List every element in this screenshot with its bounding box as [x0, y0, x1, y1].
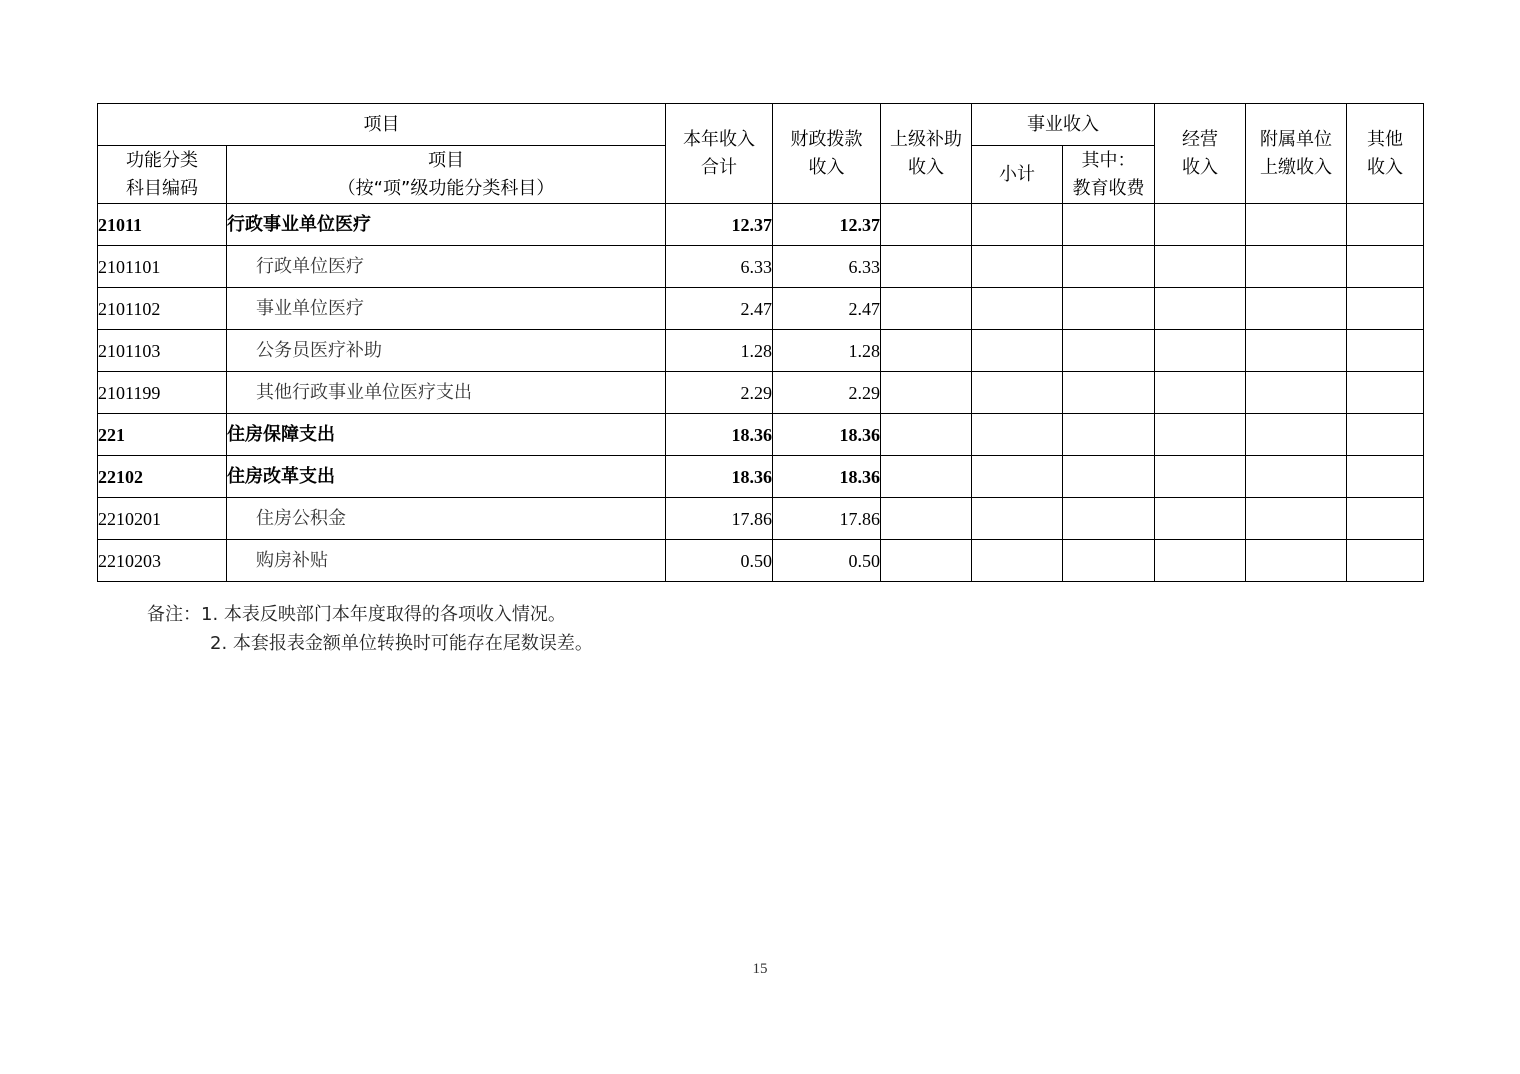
career-subtotal-cell	[972, 246, 1063, 288]
total-income-cell: 18.36	[666, 456, 773, 498]
affiliated-income-header	[1246, 104, 1347, 204]
fiscal-income-header	[773, 104, 881, 204]
operating-income-header	[1155, 104, 1246, 204]
item-name-cell: 行政单位医疗	[227, 246, 666, 288]
function-code-cell: 2210203	[98, 540, 227, 582]
other-income-header-line1: 其他	[1367, 128, 1403, 150]
fiscal-income-cell: 0.50	[773, 540, 881, 582]
affiliated-income-cell	[1246, 204, 1347, 246]
total-income-cell: 12.37	[666, 204, 773, 246]
table-row	[98, 204, 1424, 246]
affiliated-income-header-line1: 附属单位	[1260, 128, 1332, 150]
total-income-cell: 6.33	[666, 246, 773, 288]
item-name-cell: 住房改革支出	[227, 456, 666, 498]
header-row-1	[98, 104, 1424, 146]
function-code-cell: 22102	[98, 456, 227, 498]
superior-subsidy-cell	[881, 456, 972, 498]
table-row	[98, 330, 1424, 372]
career-education-fee-cell	[1063, 330, 1155, 372]
fiscal-income-cell: 2.29	[773, 372, 881, 414]
superior-subsidy-cell	[881, 246, 972, 288]
fiscal-income-header-line1: 财政拨款	[790, 128, 863, 150]
item-name-cell: 住房公积金	[227, 498, 666, 540]
career-income-group-header: 事业收入	[972, 104, 1155, 146]
career-education-fee-cell	[1063, 288, 1155, 330]
total-income-cell: 1.28	[666, 330, 773, 372]
affiliated-income-cell	[1246, 456, 1347, 498]
function-code-cell: 221	[98, 414, 227, 456]
function-code-cell: 2210201	[98, 498, 227, 540]
function-code-cell: 2101101	[98, 246, 227, 288]
operating-income-header-line2: 收入	[1182, 156, 1218, 178]
function-code-header-line2: 科目编码	[126, 177, 198, 199]
superior-subsidy-cell	[881, 372, 972, 414]
career-subtotal-cell	[972, 540, 1063, 582]
affiliated-income-cell	[1246, 288, 1347, 330]
fiscal-income-cell: 6.33	[773, 246, 881, 288]
career-education-fee-header	[1063, 146, 1155, 204]
project-group-header: 项目	[98, 104, 666, 146]
career-subtotal-cell	[972, 288, 1063, 330]
other-income-cell	[1347, 330, 1424, 372]
affiliated-income-cell	[1246, 498, 1347, 540]
table-row	[98, 456, 1424, 498]
item-name-header-line2: （按“项”级功能分类科目）	[337, 177, 555, 199]
other-income-cell	[1347, 246, 1424, 288]
table-row	[98, 246, 1424, 288]
other-income-cell	[1347, 456, 1424, 498]
other-income-header-line2: 收入	[1367, 156, 1403, 178]
table-row	[98, 540, 1424, 582]
total-income-header-line2: 合计	[701, 156, 737, 178]
career-education-fee-cell	[1063, 204, 1155, 246]
other-income-cell	[1347, 204, 1424, 246]
affiliated-income-header-line2: 上缴收入	[1260, 156, 1332, 178]
career-subtotal-cell	[972, 456, 1063, 498]
total-income-cell: 2.29	[666, 372, 773, 414]
total-income-header-line1: 本年收入	[683, 128, 755, 150]
fiscal-income-cell: 18.36	[773, 456, 881, 498]
other-income-header	[1347, 104, 1424, 204]
affiliated-income-cell	[1246, 372, 1347, 414]
item-name-header-line1: 项目	[428, 149, 464, 171]
other-income-cell	[1347, 498, 1424, 540]
table-row	[98, 288, 1424, 330]
career-education-fee-header-line2: 教育收费	[1072, 177, 1145, 199]
superior-subsidy-header-line2: 收入	[908, 156, 944, 178]
career-education-fee-cell	[1063, 498, 1155, 540]
total-income-header	[666, 104, 773, 204]
affiliated-income-cell	[1246, 414, 1347, 456]
item-name-cell: 购房补贴	[227, 540, 666, 582]
table-body	[98, 204, 1424, 582]
career-subtotal-cell	[972, 372, 1063, 414]
fiscal-income-cell: 17.86	[773, 498, 881, 540]
affiliated-income-cell	[1246, 540, 1347, 582]
superior-subsidy-cell	[881, 498, 972, 540]
fiscal-income-cell: 2.47	[773, 288, 881, 330]
fiscal-income-cell: 1.28	[773, 330, 881, 372]
fiscal-income-header-line2: 收入	[808, 156, 845, 178]
function-code-cell: 2101103	[98, 330, 227, 372]
total-income-cell: 2.47	[666, 288, 773, 330]
career-education-fee-cell	[1063, 414, 1155, 456]
item-name-cell: 住房保障支出	[227, 414, 666, 456]
superior-subsidy-cell	[881, 414, 972, 456]
career-subtotal-cell	[972, 204, 1063, 246]
superior-subsidy-cell	[881, 288, 972, 330]
function-code-cell: 2101199	[98, 372, 227, 414]
superior-subsidy-cell	[881, 204, 972, 246]
fiscal-income-cell: 18.36	[773, 414, 881, 456]
item-name-header	[227, 146, 666, 204]
table-row	[98, 372, 1424, 414]
operating-income-cell	[1155, 540, 1246, 582]
superior-subsidy-header-line1: 上级补助	[890, 128, 962, 150]
career-education-fee-cell	[1063, 456, 1155, 498]
career-subtotal-cell	[972, 498, 1063, 540]
function-code-header	[98, 146, 227, 204]
function-code-header-line1: 功能分类	[126, 149, 198, 171]
footnotes	[147, 600, 593, 658]
table-row	[98, 498, 1424, 540]
other-income-cell	[1347, 540, 1424, 582]
other-income-cell	[1347, 414, 1424, 456]
career-subtotal-cell	[972, 414, 1063, 456]
item-name-cell: 事业单位医疗	[227, 288, 666, 330]
footnote-line-2: 2. 本套报表金额单位转换时可能存在尾数误差。	[210, 633, 593, 654]
table-row	[98, 414, 1424, 456]
function-code-cell: 21011	[98, 204, 227, 246]
total-income-cell: 18.36	[666, 414, 773, 456]
career-education-fee-cell	[1063, 246, 1155, 288]
superior-subsidy-cell	[881, 330, 972, 372]
item-name-cell: 其他行政事业单位医疗支出	[227, 372, 666, 414]
operating-income-cell	[1155, 456, 1246, 498]
operating-income-cell	[1155, 246, 1246, 288]
operating-income-cell	[1155, 372, 1246, 414]
operating-income-cell	[1155, 288, 1246, 330]
item-name-cell: 行政事业单位医疗	[227, 204, 666, 246]
total-income-cell: 17.86	[666, 498, 773, 540]
fiscal-income-cell: 12.37	[773, 204, 881, 246]
superior-subsidy-header	[881, 104, 972, 204]
total-income-cell: 0.50	[666, 540, 773, 582]
career-education-fee-cell	[1063, 540, 1155, 582]
career-education-fee-header-line1: 其中：	[1081, 149, 1136, 171]
operating-income-cell	[1155, 330, 1246, 372]
function-code-cell: 2101102	[98, 288, 227, 330]
operating-income-cell	[1155, 414, 1246, 456]
page-number: 15	[752, 961, 768, 977]
operating-income-header-line1: 经营	[1182, 128, 1218, 150]
operating-income-cell	[1155, 498, 1246, 540]
footnote-line-1: 备注：1. 本表反映部门本年度取得的各项收入情况。	[147, 604, 566, 625]
superior-subsidy-cell	[881, 540, 972, 582]
item-name-cell: 公务员医疗补助	[227, 330, 666, 372]
career-education-fee-cell	[1063, 372, 1155, 414]
affiliated-income-cell	[1246, 330, 1347, 372]
income-table	[97, 103, 1424, 582]
operating-income-cell	[1155, 204, 1246, 246]
affiliated-income-cell	[1246, 246, 1347, 288]
other-income-cell	[1347, 288, 1424, 330]
career-subtotal-header: 小计	[972, 146, 1063, 204]
career-subtotal-cell	[972, 330, 1063, 372]
other-income-cell	[1347, 372, 1424, 414]
